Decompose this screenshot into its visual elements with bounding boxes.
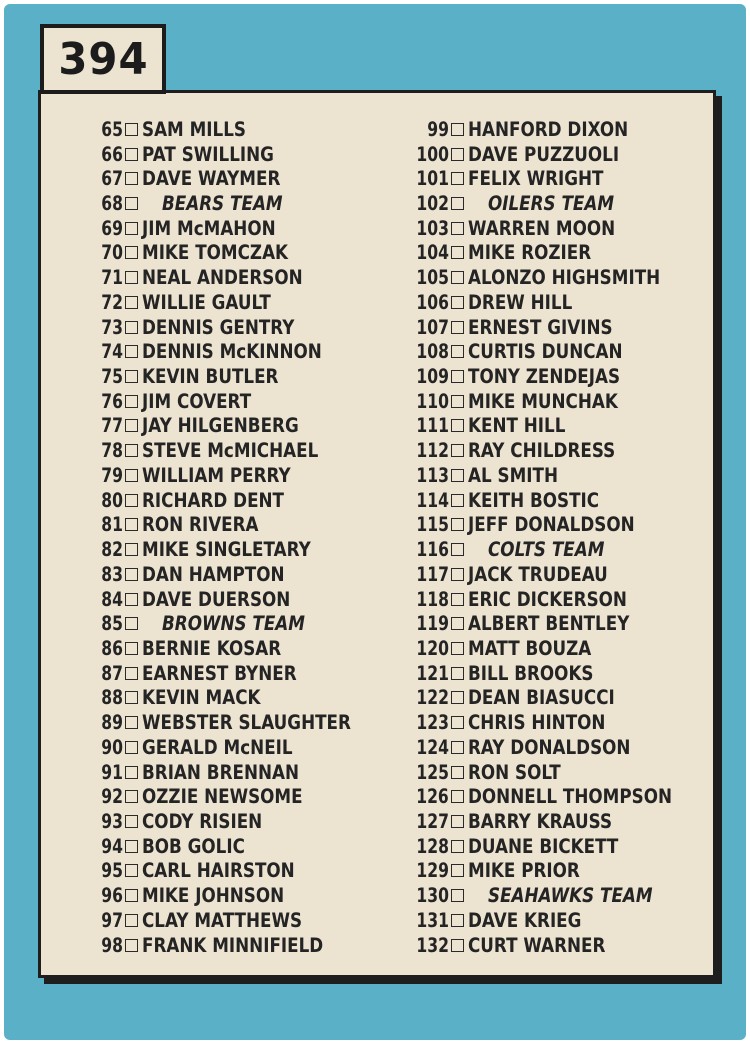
player-name: DENNIS GENTRY [142, 315, 295, 339]
checkbox[interactable] [451, 395, 464, 408]
checklist-entry [405, 339, 705, 364]
player-name: MIKE PRIOR [468, 859, 580, 883]
player-name: MIKE TOMCZAK [142, 241, 289, 265]
entry-number: 90 [101, 735, 123, 759]
entry-number: 121 [416, 661, 449, 685]
entry-number: 71 [101, 266, 123, 290]
entry-number: 101 [416, 167, 449, 191]
player-name: BILL BROOKS [468, 661, 594, 685]
entry-number: 67 [101, 167, 123, 191]
entry-number: 74 [101, 340, 123, 364]
entry-number: 107 [416, 315, 449, 339]
entry-number: 85 [101, 612, 123, 636]
player-name: CODY RISIEN [142, 809, 263, 833]
checklist-entry [405, 760, 705, 785]
player-name: MIKE SINGLETARY [142, 538, 311, 562]
checkbox[interactable] [125, 518, 138, 531]
checkbox[interactable] [125, 790, 138, 803]
player-name: ALBERT BENTLEY [468, 612, 630, 636]
checklist-entry [405, 908, 705, 933]
entry-number: 104 [416, 241, 449, 265]
team-name: OILERS TEAM [488, 192, 615, 216]
checkbox[interactable] [125, 395, 138, 408]
checkbox[interactable] [125, 914, 138, 927]
checkbox[interactable] [451, 518, 464, 531]
entry-number: 68 [101, 192, 123, 216]
checkbox[interactable] [125, 444, 138, 457]
checklist-entry [405, 265, 705, 290]
entry-number: 103 [416, 216, 449, 240]
entry-number: 102 [416, 192, 449, 216]
team-name: BROWNS TEAM [162, 612, 305, 636]
entry-number: 98 [101, 933, 123, 957]
checklist-entry [81, 562, 391, 587]
entry-number: 118 [416, 587, 449, 611]
checkbox[interactable] [451, 370, 464, 383]
player-name: DAVE DUERSON [142, 587, 291, 611]
entry-number: 111 [416, 414, 449, 438]
player-name: ALONZO HIGHSMITH [468, 266, 661, 290]
checklist-entry [81, 488, 391, 513]
entry-number: 106 [416, 290, 449, 314]
checklist-entry [81, 216, 391, 241]
player-name: DAVE WAYMER [142, 167, 281, 191]
checkbox[interactable] [125, 123, 138, 136]
checklist-entry [405, 414, 705, 439]
player-name: OZZIE NEWSOME [142, 785, 303, 809]
player-name: DENNIS McKINNON [142, 340, 322, 364]
checkbox[interactable] [451, 593, 464, 606]
checklist-entry [81, 265, 391, 290]
checkbox[interactable] [125, 321, 138, 334]
player-name: HANFORD DIXON [468, 117, 629, 141]
checkbox[interactable] [125, 617, 138, 630]
checklist-entry [81, 117, 391, 142]
entry-number: 81 [101, 513, 123, 537]
checkbox[interactable] [451, 246, 464, 259]
entry-number: 89 [101, 711, 123, 735]
player-name: BARRY KRAUSS [468, 809, 613, 833]
checklist-entry [405, 438, 705, 463]
entry-number: 87 [101, 661, 123, 685]
checklist-entry [405, 290, 705, 315]
entry-number: 124 [416, 735, 449, 759]
player-name: CURTIS DUNCAN [468, 340, 623, 364]
entry-number: 70 [101, 241, 123, 265]
checkbox[interactable] [451, 494, 464, 507]
entry-number: 65 [101, 117, 123, 141]
player-name: DAVE PUZZUOLI [468, 142, 620, 166]
player-name: SAM MILLS [142, 117, 246, 141]
checklist-entry [81, 908, 391, 933]
entry-number: 130 [416, 884, 449, 908]
player-name: WILLIE GAULT [142, 290, 271, 314]
player-name: RAY CHILDRESS [468, 439, 616, 463]
checklist-entry [405, 735, 705, 760]
checklist-entry [405, 142, 705, 167]
entry-number: 92 [101, 785, 123, 809]
entry-number: 119 [416, 612, 449, 636]
card-number-box [40, 24, 166, 94]
checklist-team-entry [81, 191, 391, 216]
checkbox[interactable] [451, 617, 464, 630]
checklist-entry [405, 834, 705, 859]
entry-number: 109 [416, 365, 449, 389]
checklist-entry [81, 290, 391, 315]
entry-number: 79 [101, 463, 123, 487]
checkbox[interactable] [451, 642, 464, 655]
player-name: KEVIN MACK [142, 686, 261, 710]
checklist-entry [81, 760, 391, 785]
player-name: KEVIN BUTLER [142, 365, 279, 389]
player-name: DEAN BIASUCCI [468, 686, 615, 710]
player-name: JIM COVERT [142, 389, 252, 413]
entry-number: 125 [416, 760, 449, 784]
checkbox[interactable] [451, 741, 464, 754]
checklist-team-entry [405, 537, 705, 562]
entry-number: 93 [101, 809, 123, 833]
player-name: KEITH BOSTIC [468, 488, 600, 512]
checkbox[interactable] [451, 840, 464, 853]
entry-number: 127 [416, 809, 449, 833]
entry-number: 91 [101, 760, 123, 784]
checkbox[interactable] [451, 815, 464, 828]
entry-number: 120 [416, 636, 449, 660]
checklist-entry [405, 166, 705, 191]
checkbox[interactable] [125, 345, 138, 358]
checkbox[interactable] [125, 889, 138, 902]
player-name: DAVE KRIEG [468, 908, 582, 932]
checklist-entry [405, 389, 705, 414]
checklist-entry [81, 414, 391, 439]
checklist-entry [405, 216, 705, 241]
checkbox[interactable] [451, 444, 464, 457]
entry-number: 83 [101, 562, 123, 586]
checkbox[interactable] [125, 864, 138, 877]
checklist-team-entry [405, 191, 705, 216]
checklist-entry [405, 933, 705, 958]
checkbox[interactable] [125, 370, 138, 383]
checkbox[interactable] [451, 419, 464, 432]
player-name: NEAL ANDERSON [142, 266, 303, 290]
entry-number: 117 [416, 562, 449, 586]
checkbox[interactable] [451, 939, 464, 952]
player-name: MIKE ROZIER [468, 241, 592, 265]
checklist-left-column [81, 117, 391, 957]
checklist-entry [405, 661, 705, 686]
checklist-entry [81, 438, 391, 463]
checklist-entry [405, 611, 705, 636]
checklist-entry [81, 241, 391, 266]
player-name: BOB GOLIC [142, 834, 245, 858]
entry-number: 128 [416, 834, 449, 858]
player-name: JAY HILGENBERG [142, 414, 299, 438]
player-name: JEFF DONALDSON [468, 513, 635, 537]
checklist-panel [38, 90, 716, 978]
checklist-entry [81, 364, 391, 389]
checklist-entry [405, 686, 705, 711]
checkbox[interactable] [125, 766, 138, 779]
entry-number: 99 [427, 117, 449, 141]
player-name: ERNEST GIVINS [468, 315, 613, 339]
checkbox[interactable] [451, 864, 464, 877]
entry-number: 126 [416, 785, 449, 809]
checklist-entry [81, 315, 391, 340]
player-name: TONY ZENDEJAS [468, 365, 621, 389]
checkbox[interactable] [451, 914, 464, 927]
player-name: WARREN MOON [468, 216, 616, 240]
player-name: GERALD McNEIL [142, 735, 293, 759]
checklist-entry [405, 587, 705, 612]
checklist-entry [405, 636, 705, 661]
player-name: JIM McMAHON [142, 216, 276, 240]
team-name: BEARS TEAM [162, 192, 283, 216]
checkbox[interactable] [125, 568, 138, 581]
checkbox[interactable] [125, 296, 138, 309]
checklist-right-column [405, 117, 705, 957]
entry-number: 80 [101, 488, 123, 512]
checkbox[interactable] [451, 716, 464, 729]
checkbox[interactable] [125, 494, 138, 507]
checkbox[interactable] [125, 939, 138, 952]
checklist-entry [81, 735, 391, 760]
checkbox[interactable] [125, 593, 138, 606]
player-name: DONNELL THOMPSON [467, 785, 672, 809]
entry-number: 72 [101, 290, 123, 314]
checkbox[interactable] [125, 716, 138, 729]
player-name: WEBSTER SLAUGHTER [142, 711, 351, 735]
player-name: CLAY MATTHEWS [142, 908, 303, 932]
entry-number: 116 [416, 538, 449, 562]
player-name: WILLIAM PERRY [142, 463, 291, 487]
entry-number: 78 [101, 439, 123, 463]
checklist-entry [81, 636, 391, 661]
player-name: AL SMITH [468, 463, 558, 487]
player-name: STEVE McMICHAEL [142, 439, 319, 463]
checklist-entry [81, 809, 391, 834]
checklist-entry [81, 933, 391, 958]
team-name: COLTS TEAM [488, 538, 605, 562]
checklist-entry [405, 315, 705, 340]
entry-number: 105 [416, 266, 449, 290]
checkbox[interactable] [451, 766, 464, 779]
checkbox[interactable] [125, 691, 138, 704]
entry-number: 108 [416, 340, 449, 364]
checkbox[interactable] [451, 345, 464, 358]
entry-number: 76 [101, 389, 123, 413]
checkbox[interactable] [451, 197, 464, 210]
entry-number: 115 [416, 513, 449, 537]
checkbox[interactable] [451, 568, 464, 581]
entry-number: 95 [101, 859, 123, 883]
player-name: DREW HILL [468, 290, 573, 314]
entry-number: 132 [416, 933, 449, 957]
checklist-entry [81, 784, 391, 809]
checkbox[interactable] [451, 889, 464, 902]
player-name: DUANE BICKETT [468, 834, 619, 858]
checkbox[interactable] [125, 469, 138, 482]
player-name: MATT BOUZA [468, 636, 592, 660]
entry-number: 123 [416, 711, 449, 735]
player-name: PAT SWILLING [142, 142, 274, 166]
checkbox[interactable] [451, 271, 464, 284]
entry-number: 113 [416, 463, 449, 487]
checklist-entry [81, 537, 391, 562]
player-name: DAN HAMPTON [142, 562, 285, 586]
checklist-entry [81, 661, 391, 686]
checkbox[interactable] [451, 296, 464, 309]
checklist-entry [81, 339, 391, 364]
team-name: SEAHAWKS TEAM [488, 884, 653, 908]
checkbox[interactable] [451, 691, 464, 704]
checkbox[interactable] [451, 667, 464, 680]
checkbox[interactable] [125, 419, 138, 432]
checkbox[interactable] [125, 271, 138, 284]
entry-number: 77 [101, 414, 123, 438]
entry-number: 84 [101, 587, 123, 611]
checklist-entry [81, 587, 391, 612]
entry-number: 96 [101, 884, 123, 908]
player-name: RON RIVERA [142, 513, 259, 537]
checkbox[interactable] [125, 642, 138, 655]
checkbox[interactable] [125, 741, 138, 754]
checkbox[interactable] [451, 148, 464, 161]
player-name: JACK TRUDEAU [468, 562, 608, 586]
checklist-team-entry [81, 611, 391, 636]
entry-number: 94 [101, 834, 123, 858]
player-name: ERIC DICKERSON [468, 587, 627, 611]
checkbox[interactable] [125, 543, 138, 556]
checkbox[interactable] [451, 123, 464, 136]
checkbox[interactable] [451, 543, 464, 556]
entry-number: 73 [101, 315, 123, 339]
checkbox[interactable] [451, 222, 464, 235]
player-name: CURT WARNER [468, 933, 606, 957]
player-name: CARL HAIRSTON [142, 859, 295, 883]
checkbox[interactable] [125, 148, 138, 161]
checkbox[interactable] [125, 667, 138, 680]
player-name: RAY DONALDSON [468, 735, 631, 759]
checklist-entry [81, 883, 391, 908]
checkbox[interactable] [125, 197, 138, 210]
checklist-entry [405, 364, 705, 389]
checklist-entry [405, 463, 705, 488]
checkbox[interactable] [451, 172, 464, 185]
checkbox[interactable] [451, 790, 464, 803]
entry-number: 82 [101, 538, 123, 562]
checklist-entry [405, 117, 705, 142]
checklist-entry [81, 859, 391, 884]
entry-number: 122 [416, 686, 449, 710]
player-name: MIKE MUNCHAK [468, 389, 618, 413]
entry-number: 131 [416, 908, 449, 932]
player-name: FRANK MINNIFIELD [142, 933, 324, 957]
checklist-entry [81, 834, 391, 859]
checklist-entry [81, 142, 391, 167]
checklist-entry [81, 389, 391, 414]
entry-number: 75 [101, 365, 123, 389]
entry-number: 110 [416, 389, 449, 413]
checkbox[interactable] [451, 469, 464, 482]
checkbox[interactable] [125, 840, 138, 853]
checklist-entry [81, 463, 391, 488]
entry-number: 66 [101, 142, 123, 166]
checkbox[interactable] [125, 222, 138, 235]
checklist-entry [405, 859, 705, 884]
checklist-entry [81, 686, 391, 711]
player-name: RICHARD DENT [142, 488, 285, 512]
entry-number: 114 [416, 488, 449, 512]
entry-number: 129 [416, 859, 449, 883]
checklist-entry [405, 710, 705, 735]
entry-number: 88 [101, 686, 123, 710]
checklist-entry [405, 809, 705, 834]
checklist-entry [405, 784, 705, 809]
checklist-entry [81, 513, 391, 538]
checkbox[interactable] [125, 815, 138, 828]
player-name: BRIAN BRENNAN [142, 760, 300, 784]
player-name: CHRIS HINTON [468, 711, 606, 735]
entry-number: 69 [101, 216, 123, 240]
checklist-team-entry [405, 883, 705, 908]
card-number: 394 [57, 33, 149, 85]
checklist-card [4, 4, 746, 1040]
checklist-entry [405, 241, 705, 266]
player-name: FELIX WRIGHT [468, 167, 604, 191]
entry-number: 100 [416, 142, 449, 166]
player-name: EARNEST BYNER [142, 661, 297, 685]
checklist-entry [405, 562, 705, 587]
checkbox[interactable] [451, 321, 464, 334]
checkbox[interactable] [125, 172, 138, 185]
checklist-entry [405, 488, 705, 513]
checklist-entry [405, 513, 705, 538]
checklist-entry [81, 166, 391, 191]
entry-number: 112 [416, 439, 449, 463]
player-name: RON SOLT [468, 760, 561, 784]
entry-number: 97 [101, 908, 123, 932]
checklist-entry [81, 710, 391, 735]
entry-number: 86 [101, 636, 123, 660]
player-name: KENT HILL [468, 414, 566, 438]
player-name: MIKE JOHNSON [142, 884, 285, 908]
checkbox[interactable] [125, 246, 138, 259]
player-name: BERNIE KOSAR [142, 636, 282, 660]
